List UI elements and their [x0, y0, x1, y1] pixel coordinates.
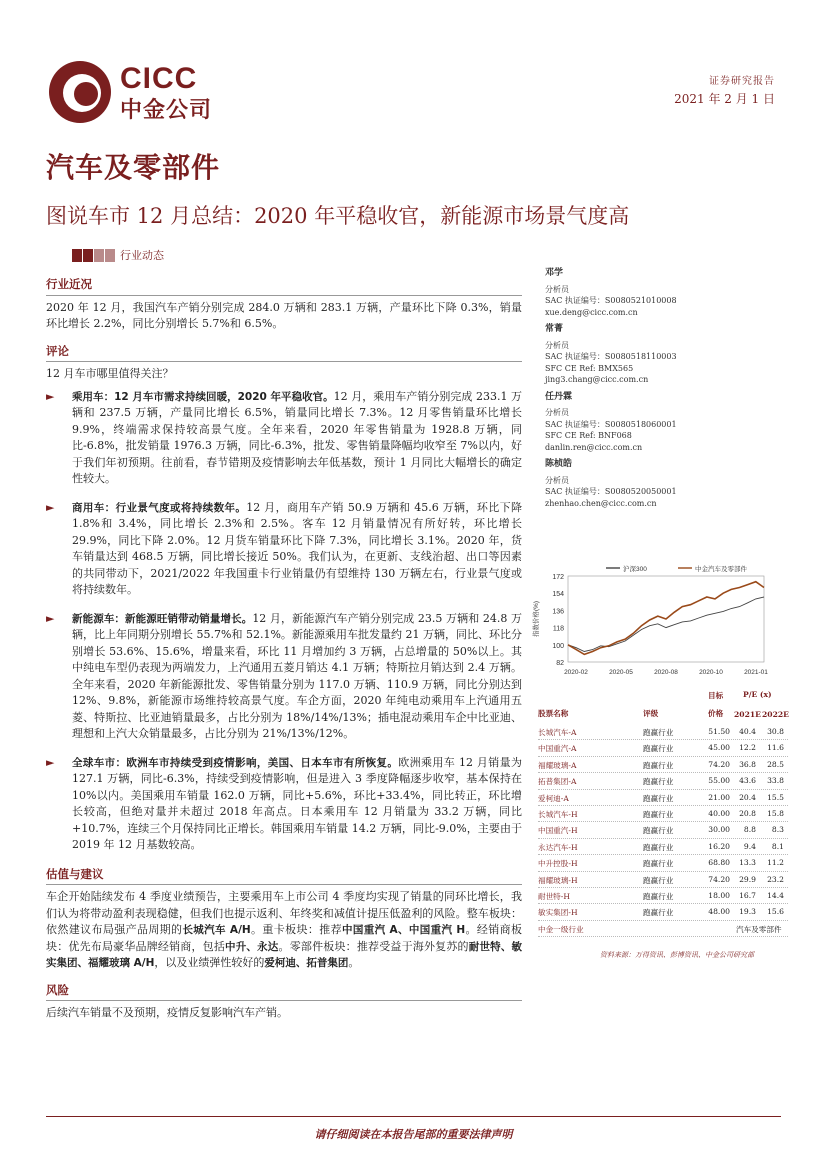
analyst-sac: SAC 执证编号：S0080520050001: [545, 487, 677, 496]
bullet-bold: 全球车市：欧洲车市持续受到疫情影响，美国、日本车市有所恢复。: [72, 756, 399, 769]
cell-name: 耐世特-H: [538, 891, 570, 901]
cell-pe1: 汽车及零部件: [736, 924, 782, 934]
analyst-card: [545, 459, 785, 509]
analyst-name: 邓学: [545, 268, 564, 278]
table-row: [538, 921, 788, 937]
cell-rating: 跑赢行业: [643, 826, 674, 836]
section-valuation-head: 估值与建议: [46, 866, 522, 886]
cell-rating: 跑赢行业: [643, 908, 674, 918]
bullet-passenger: [46, 389, 522, 488]
cell-price: 51.50: [708, 727, 730, 736]
cell-rating: 跑赢行业: [643, 891, 674, 901]
y-tick-label: 118: [552, 625, 564, 633]
cell-name: 爱柯迪-A: [538, 793, 569, 803]
analyst-name: 常菁: [545, 324, 564, 334]
risk-text: 后续汽车销量不及预期，疫情反复影响汽车产销。: [46, 1006, 288, 1019]
table-row: [538, 724, 788, 740]
arrow-icon: ►: [46, 500, 55, 514]
cell-pe2: 15.8: [767, 808, 784, 818]
analyst-role: 分析员: [545, 408, 569, 417]
section-overview-head: 行业近况: [46, 276, 522, 296]
logo-text-en: CICC: [120, 62, 198, 95]
table-row: [538, 806, 788, 822]
bullet-nev: [46, 611, 522, 743]
analyst-sac: SAC 执证编号：S0080518110003: [545, 352, 677, 361]
analyst-email[interactable]: jing3.chang@cicc.com.cn: [545, 375, 649, 384]
performance-chart: [528, 560, 788, 685]
analyst-email[interactable]: danlin.ren@cicc.com.cn: [545, 442, 643, 452]
cell-price: 74.20: [708, 759, 730, 769]
cell-name: 中国重汽-A: [538, 744, 577, 754]
cell-pe1: 12.2: [739, 743, 756, 753]
arrow-icon: ►: [46, 755, 55, 769]
cell-rating: 跑赢行业: [643, 875, 674, 885]
cell-rating: 跑赢行业: [643, 728, 674, 737]
table-header: [538, 690, 788, 724]
cell-pe2: 8.1: [771, 841, 784, 851]
cell-pe2: 14.4: [767, 890, 784, 900]
analyst-name: 陈桢皓: [545, 459, 573, 469]
x-tick-label: 2020-05: [609, 669, 633, 676]
analyst-card: [545, 392, 785, 454]
header-pe: P/E (x): [743, 690, 772, 699]
analyst-column: [545, 268, 785, 515]
bullet-text: 12 月，商用车产销 50.9 万辆和 45.6 万辆，环比下降 1.8%和 3.4%，同比增长 2.3%和 2.5%。客车 12 月销量情况有所好转，环比增长 29.9%，同比下降 2.0%。12 月货车销量环比下降 7.3%，同比增长 3.1%。2020 年，货车销量达到 468.5 万辆，同比增长接近 50%。我们认为，在更新、支线治超、出口等因素的共同带动下，2021/2022 年我国重卡行业销量仍有望维持 130 万辆左右，行业景气度或将持续数年。: [72, 500, 523, 596]
header-2022e: 2022E: [762, 710, 789, 719]
x-tick-label: 2020-08: [654, 669, 678, 676]
bullet-commercial: [46, 500, 522, 599]
cell-price: 45.00: [708, 743, 730, 753]
header-2021e: 2021E: [734, 710, 761, 719]
valuation-text: 车企开始陆续发布 4 季度业绩预告，主要乘用车上市公司 4 季度均实现了销量的同环比增长，我们认为将带动盈利表现稳健，但我们也提示返利、年终奖和减值计提压低盈利的风险。整车板块：依然建议布局强产品周期的长城汽车 A/H。重卡板块：推荐中国重汽 A、中国重汽 H。经销商板块：优先布局豪华品牌经销商，包括中升、永达。零部件板块：推荐受益于海外复苏的耐世特、敏实集团、福耀玻璃 A/H，以及业绩弹性较好的爱柯迪、拓普集团。: [46, 890, 523, 969]
cell-price: 48.00: [708, 907, 730, 917]
table-row: [538, 855, 788, 871]
cell-rating: 跑赢行业: [643, 859, 674, 869]
comment-intro: 12 月车市哪里值得关注？: [46, 367, 174, 380]
bullet-text: 欧洲乘用车 12 月销量为 127.1 万辆，同比-6.3%，持续受到疫情影响，但是进入 3 季度降幅逐步收窄，基本保持在 10%以内。美国乘用车销量 162.0 万辆，同比+5.6%，环比+33.4%，同比转正，环比增长较高，但绝对量并未超过 2018 年高点。日本乘用车 12 月销量为 33.2 万辆，同比+10.7%，连续三个月保持同比正增长。韩国乘用车销量 14.2 万辆，同比-9.0%，主要由于 2019 年 12 月基数较高。: [72, 755, 522, 851]
source-note: 资料来源：万得资讯、彭博资讯、中金公司研究部: [600, 951, 754, 959]
analyst-sfc: SFC CE Ref: BNF068: [545, 431, 632, 440]
header-price: 价格: [708, 709, 724, 718]
analyst-card: [545, 324, 785, 386]
table-row: [538, 773, 788, 789]
series-line-0: [568, 597, 764, 652]
cell-rating: 跑赢行业: [643, 842, 674, 852]
bullet-bold: 新能源车：新能源旺销带动销量增长。: [72, 612, 253, 625]
table-row: [538, 839, 788, 855]
table-row: [538, 740, 788, 756]
cell-price: 18.00: [708, 890, 730, 900]
legend-label: 中金汽车及零部件: [695, 566, 747, 573]
cell-name: 中升控股-H: [538, 859, 578, 869]
section-risk-head: 风险: [46, 982, 522, 1002]
cell-name: 长城汽车-H: [538, 809, 578, 819]
cell-name: 福耀玻璃-A: [538, 760, 577, 770]
cell-name: 永达汽车-H: [538, 842, 578, 852]
cell-name: 长城汽车-A: [538, 728, 577, 737]
y-tick-label: 172: [552, 574, 564, 581]
cell-rating: 跑赢行业: [643, 793, 674, 803]
table-row: [538, 757, 788, 773]
bullet-bold: 商用车：行业景气度或将持续数年。: [72, 501, 247, 514]
y-axis-label: 指数价格(%): [533, 600, 540, 638]
cell-rating: 跑赢行业: [643, 777, 674, 787]
report-tag: 行业动态: [120, 249, 164, 262]
section-comment-head: 评论: [46, 343, 522, 363]
cell-pe2: 15.5: [767, 792, 784, 802]
arrow-icon: ►: [46, 611, 55, 625]
report-date: 2021 年 2 月 1 日: [674, 92, 775, 106]
header-name: 股票名称: [538, 709, 569, 718]
cell-pe1: 36.8: [739, 759, 756, 769]
bullet-text: 12 月，乘用车产销分别完成 233.1 万辆和 237.5 万辆，产量同比增长 6.5%，销量同比增长 7.3%。12 月零售销量环比增长 9.9%，终端需求保持较高景气度。全年来看，2020 年零售销量为 1928.8 万辆，同比-6.8%，批发销量 1976.3 万辆，同比-6.3%，批发、零售销量降幅均收窄至 7%以内，好于我们年初预期。往前看，春节错期及疫情影响去年低基数，预计 1 月同比大幅增长的确定性较大。: [72, 389, 522, 485]
stock-table: [538, 690, 788, 937]
cell-pe1: 20.4: [739, 792, 756, 802]
analyst-role: 分析员: [545, 340, 569, 350]
cell-price: 74.20: [708, 874, 730, 884]
bullet-global: [46, 755, 522, 854]
cell-rating: 跑赢行业: [643, 760, 674, 770]
cell-price: 16.20: [708, 841, 730, 851]
cell-pe1: 29.9: [739, 874, 756, 884]
analyst-sfc: SFC CE Ref: BMX565: [545, 363, 634, 373]
analyst-sac: SAC 执证编号：S0080518060001: [545, 419, 677, 429]
header-rating: 评级: [643, 709, 659, 718]
table-row: [538, 872, 788, 888]
y-tick-label: 82: [556, 660, 564, 667]
tag-bar-icon: [72, 247, 116, 260]
overview-text: 2020 年 12 月，我国汽车产销分别完成 284.0 万辆和 283.1 万辆，产量环比下降 0.3%，销量环比增长 2.2%，同比分别增长 5.7%和 6.5%。: [46, 300, 522, 330]
analyst-email[interactable]: xue.deng@cicc.com.cn: [545, 307, 638, 317]
footer-divider: [46, 1116, 781, 1117]
analyst-sac: SAC 执证编号：S0080521010008: [545, 296, 677, 305]
cell-price: 55.00: [708, 776, 730, 786]
cell-pe2: 11.2: [767, 858, 784, 868]
table-row: [538, 904, 788, 920]
cell-pe1: 19.3: [739, 907, 756, 917]
cell-price: 30.00: [708, 825, 730, 835]
analyst-card: [545, 268, 785, 318]
cell-pe1: 13.3: [739, 858, 756, 868]
cell-pe2: 15.6: [767, 907, 784, 917]
table-body: [538, 724, 788, 937]
y-tick-label: 136: [552, 608, 564, 616]
logo-text-cn: 中金公司: [120, 98, 213, 123]
cell-pe1: 16.7: [739, 890, 756, 900]
cell-pe1: 43.6: [739, 776, 756, 786]
sector-title: 汽车及零部件: [46, 151, 221, 184]
cell-pe1: 20.8: [739, 808, 756, 818]
main-column: [46, 276, 522, 1032]
cell-pe2: 33.8: [767, 776, 784, 786]
cell-rating: 跑赢行业: [643, 809, 674, 819]
cell-pe2: 23.2: [767, 874, 784, 884]
x-tick-label: 2020-10: [699, 669, 723, 676]
logo: [48, 60, 228, 126]
cell-name: 中国重汽-H: [538, 826, 578, 836]
header-target: 目标: [708, 691, 724, 700]
cell-pe1: 8.8: [743, 825, 756, 835]
cell-pe2: 28.5: [767, 759, 784, 769]
y-tick-label: 100: [552, 642, 564, 650]
cicc-logo-icon: [48, 60, 112, 124]
cell-pe1: 9.4: [743, 841, 756, 851]
analyst-role: 分析员: [545, 475, 569, 485]
cell-name: 敏实集团-H: [538, 908, 578, 918]
bullet-text: 12 月，新能源汽车产销分别完成 23.5 万辆和 24.8 万辆，比上年同期分别增长 55.7%和 52.1%。新能源乘用车批发量约 21 万辆，同比、环比分别增长 53.6%、15.6%，增量来看，环比 11 月增加约 3 万辆，占总增量的 50%以上。其中纯电车型仍表现为两端发力，上汽通用五菱月销达 4.1 万辆；特斯拉月销达到 2.4 万辆。全年来看，2020 年新能源批发、零售销量分别为 117.0 万辆、110.9 万辆，同比分别达到 12%、9.8%，新能源市场维持较高景气度。车企方面，2020 年纯电动乘用车上汽通用五菱、特斯拉、比亚迪销量最多，占比分别为 18%/14%/13%；插电混动乘用车企中比亚迪、理想和上汽大众销量最多，占比分别为 21%/13%/12%。: [72, 611, 523, 740]
x-tick-label: 2021-01: [744, 669, 768, 676]
series-line-1: [568, 582, 764, 655]
table-row: [538, 822, 788, 838]
table-row: [538, 888, 788, 904]
table-row: [538, 790, 788, 806]
cell-name: 中金一级行业: [538, 924, 584, 934]
analyst-name: 任丹霖: [545, 391, 573, 402]
legal-footer[interactable]: 请仔细阅读在本报告尾部的重要法律声明: [314, 1128, 513, 1141]
cell-pe2: 8.3: [771, 825, 784, 835]
analyst-email[interactable]: zhenhao.chen@cicc.com.cn: [545, 498, 657, 508]
arrow-icon: ►: [46, 389, 55, 403]
report-title: 图说车市 12 月总结：2020 年平稳收官，新能源市场景气度高: [46, 204, 630, 228]
cell-price: 40.00: [708, 808, 730, 818]
bullet-bold: 乘用车：12 月车市需求持续回暖，2020 年平稳收官。: [72, 390, 334, 403]
cell-price: 21.00: [708, 792, 730, 802]
cell-rating: 跑赢行业: [643, 744, 674, 754]
y-tick-label: 154: [552, 591, 564, 599]
cell-name: 拓普集团-A: [538, 777, 577, 787]
cell-price: 68.80: [708, 858, 730, 868]
legend-label: 沪深300: [623, 566, 647, 573]
x-tick-label: 2020-02: [564, 669, 588, 676]
analyst-role: 分析员: [545, 284, 569, 294]
cell-name: 福耀玻璃-H: [538, 875, 578, 885]
report-type: 证券研究报告: [709, 76, 775, 87]
cell-pe2: 30.8: [767, 727, 784, 736]
cell-pe2: 11.6: [767, 743, 784, 753]
cell-pe1: 40.4: [739, 727, 756, 736]
